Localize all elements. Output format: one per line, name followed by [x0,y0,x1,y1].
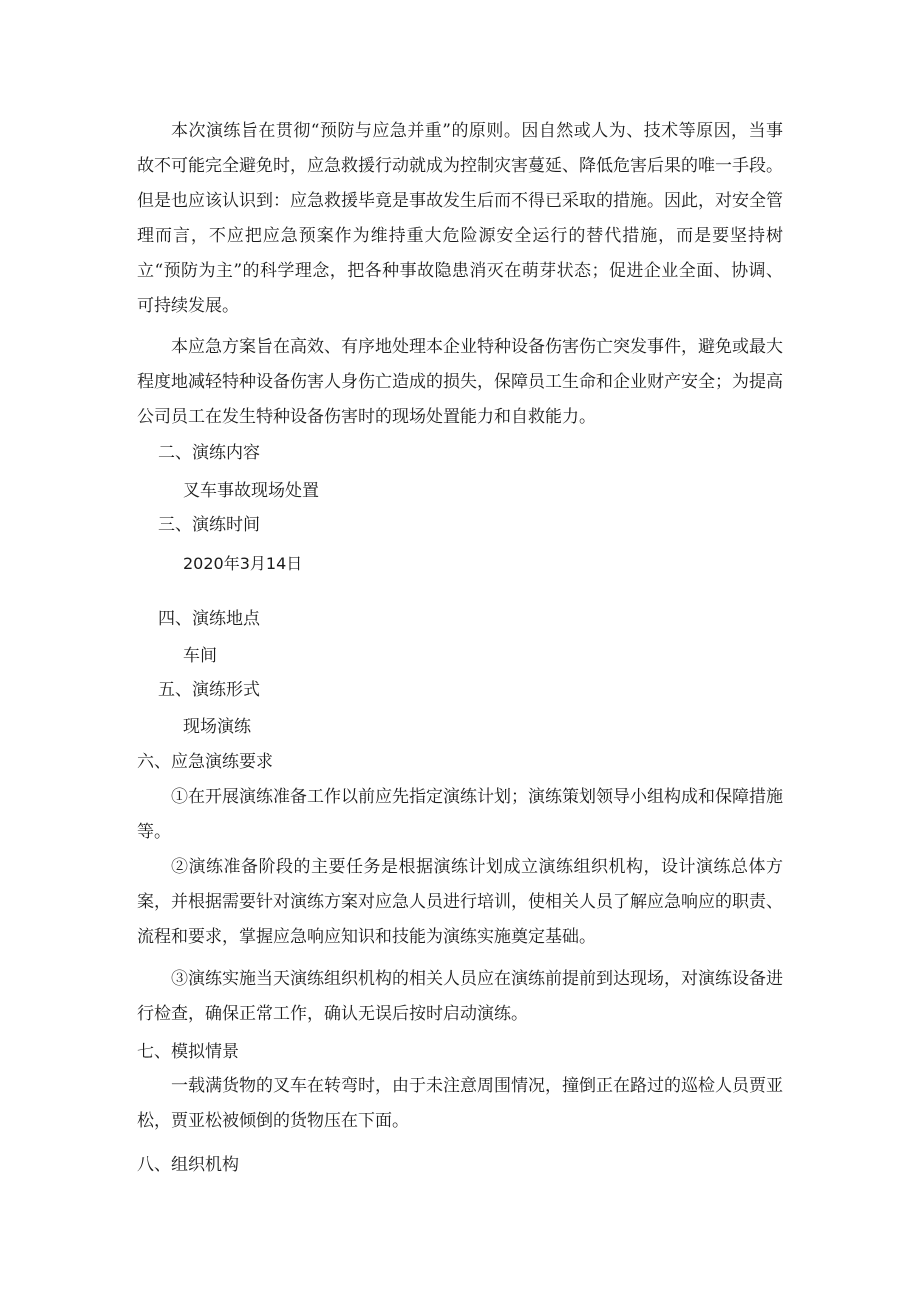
section-2-content: 叉车事故现场处置 [183,481,319,501]
section-2-heading: 二、演练内容 [158,443,260,463]
section-6-item-3: ③演练实施当天演练组织机构的相关人员应在演练前提前到达现场，对演练设备进行检查，确保正常工作，确认无误后按时启动演练。 [137,969,783,1024]
section-7-heading: 七、模拟情景 [137,1042,239,1062]
section-6-heading: 六、应急演练要求 [137,752,273,772]
section-4-content: 车间 [183,646,217,666]
section-3-heading: 三、演练时间 [158,515,260,535]
section-7-content: 一载满货物的叉车在转弯时，由于未注意周围情况，撞倒正在路过的巡检人员贾亚松，贾亚松被倾倒的货物压在下面。 [137,1076,783,1131]
section-5-content: 现场演练 [183,717,251,737]
section-6-item-1: ①在开展演练准备工作以前应先指定演练计划；演练策划领导小组构成和保障措施等。 [137,787,783,842]
intro-paragraph-2: 本应急方案旨在高效、有序地处理本企业特种设备伤害伤亡突发事件，避免或最大程度地减轻特种设备伤害人身伤亡造成的损失，保障员工生命和企业财产安全；为提高公司员工在发生特种设备伤害时的现场处置能力和自救能力。 [137,337,783,427]
section-6-item-2: ②演练准备阶段的主要任务是根据演练计划成立演练组织机构，设计演练总体方案，并根据需要针对演练方案对应急人员进行培训，使相关人员了解应急响应的职责、流程和要求，掌握应急响应知识和技能为演练实施奠定基础。 [137,857,783,947]
section-4-heading: 四、演练地点 [158,609,260,629]
section-5-heading: 五、演练形式 [158,680,260,700]
section-3-content: 2020年3月14日 [183,554,303,573]
section-8-heading: 八、组织机构 [137,1155,239,1175]
intro-paragraph-1: 本次演练旨在贯彻“预防与应急并重”的原则。因自然或人为、技术等原因，当事故不可能完全避免时，应急救援行动就成为控制灾害蔓延、降低危害后果的唯一手段。但是也应该认识到：应急救援毕竟是事故发生后而不得已采取的措施。因此，对安全管理而言，不应把应急预案作为维持重大危险源安全运行的替代措施，而是要坚持树立“预防为主”的科学理念，把各种事故隐患消灭在萌芽状态；促进企业全面、协调、可持续发展。 [137,121,783,316]
